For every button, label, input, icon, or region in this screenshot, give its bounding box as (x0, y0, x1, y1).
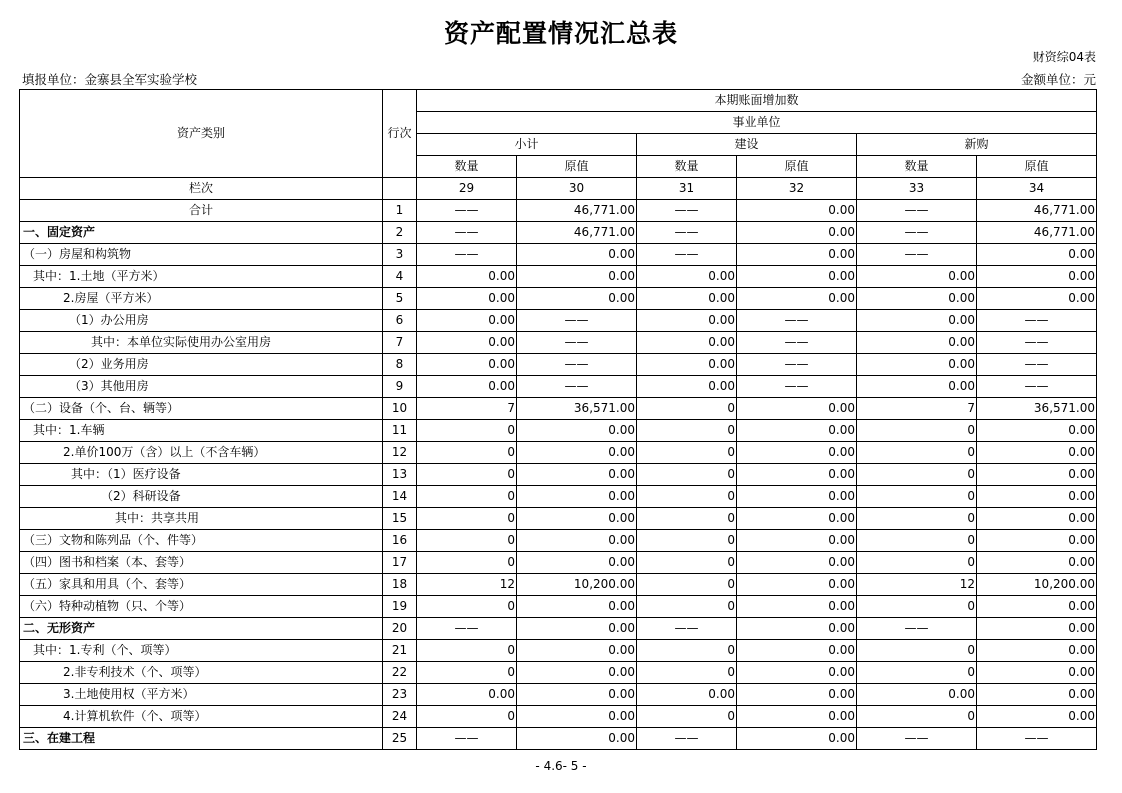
row-value: 0.00 (637, 376, 737, 398)
row-value: —— (417, 244, 517, 266)
header-category: 资产类别 (20, 90, 383, 178)
row-value: 0.00 (417, 288, 517, 310)
row-number: 7 (383, 332, 417, 354)
row-value: 0 (637, 464, 737, 486)
row-value: 0 (417, 464, 517, 486)
column-label-empty (383, 178, 417, 200)
row-value: 0.00 (977, 508, 1097, 530)
row-category: （3）其他用房 (20, 376, 383, 398)
row-value: 0.00 (977, 640, 1097, 662)
row-category: （2）科研设备 (20, 486, 383, 508)
row-category: 4.计算机软件（个、项等） (20, 706, 383, 728)
row-value: 0.00 (517, 596, 637, 618)
row-value: 0 (417, 420, 517, 442)
row-value: —— (417, 200, 517, 222)
header-row-no: 行次 (383, 90, 417, 178)
row-value: 0.00 (977, 464, 1097, 486)
row-value: 0.00 (737, 552, 857, 574)
row-number: 10 (383, 398, 417, 420)
table-row (20, 684, 1097, 706)
row-value: 0.00 (977, 530, 1097, 552)
row-number: 6 (383, 310, 417, 332)
row-value: 0.00 (517, 486, 637, 508)
row-value: 0 (417, 486, 517, 508)
row-value: 0.00 (857, 266, 977, 288)
row-value: —— (737, 332, 857, 354)
row-value: 36,571.00 (517, 398, 637, 420)
row-value: 0.00 (977, 618, 1097, 640)
row-value: 0.00 (977, 662, 1097, 684)
row-value: 0.00 (517, 464, 637, 486)
row-value: —— (517, 376, 637, 398)
row-value: —— (857, 244, 977, 266)
row-value: 0 (857, 706, 977, 728)
row-value: 0 (637, 552, 737, 574)
table-row (20, 662, 1097, 684)
row-value: 0.00 (737, 618, 857, 640)
page-title: 资产配置情况汇总表 (443, 19, 678, 48)
row-value: 0.00 (417, 684, 517, 706)
row-value: 0.00 (977, 596, 1097, 618)
table-row (20, 486, 1097, 508)
row-value: —— (417, 618, 517, 640)
table-row (20, 728, 1097, 750)
row-value: —— (637, 200, 737, 222)
row-value: 0.00 (517, 552, 637, 574)
row-value: 10,200.00 (977, 574, 1097, 596)
row-value: 0 (417, 596, 517, 618)
row-value: 0.00 (737, 266, 857, 288)
row-value: —— (737, 354, 857, 376)
row-category: （2）业务用房 (20, 354, 383, 376)
row-value: 0 (857, 552, 977, 574)
row-value: —— (637, 222, 737, 244)
row-value: 0.00 (517, 618, 637, 640)
row-value: 0.00 (737, 706, 857, 728)
row-value: 0.00 (737, 288, 857, 310)
header-increase: 本期账面增加数 (417, 90, 1097, 112)
row-number: 16 (383, 530, 417, 552)
row-value: 0 (637, 442, 737, 464)
row-number: 15 (383, 508, 417, 530)
row-value: 0 (637, 420, 737, 442)
table-row (20, 376, 1097, 398)
header-value: 原值 (517, 156, 637, 178)
row-value: 0.00 (417, 376, 517, 398)
row-value: 0.00 (737, 486, 857, 508)
row-number: 22 (383, 662, 417, 684)
table-row (20, 222, 1097, 244)
row-value: —— (857, 200, 977, 222)
row-value: 0.00 (517, 684, 637, 706)
row-value: 0.00 (977, 706, 1097, 728)
row-value: —— (857, 222, 977, 244)
header-value: 原值 (737, 156, 857, 178)
row-value: —— (637, 244, 737, 266)
row-value: 0.00 (417, 354, 517, 376)
row-value: 0 (857, 442, 977, 464)
row-value: 0 (857, 420, 977, 442)
row-value: 0.00 (977, 486, 1097, 508)
table-row (20, 508, 1097, 530)
row-category: （一）房屋和构筑物 (20, 244, 383, 266)
row-value: —— (977, 354, 1097, 376)
row-value: 0.00 (517, 244, 637, 266)
row-category: （二）设备（个、台、辆等） (20, 398, 383, 420)
table-row (20, 332, 1097, 354)
row-value: —— (517, 310, 637, 332)
table-row (20, 288, 1097, 310)
table-row (20, 552, 1097, 574)
row-value: —— (637, 618, 737, 640)
row-value: 0.00 (737, 640, 857, 662)
row-value: 0.00 (737, 244, 857, 266)
row-value: 0.00 (517, 706, 637, 728)
row-value: 0.00 (637, 354, 737, 376)
row-value: 0.00 (977, 684, 1097, 706)
row-value: —— (417, 222, 517, 244)
table-row (20, 596, 1097, 618)
row-number: 3 (383, 244, 417, 266)
row-category: （五）家具和用具（个、套等） (20, 574, 383, 596)
row-category: 合计 (20, 200, 383, 222)
row-value: 0 (417, 530, 517, 552)
row-category: 3.土地使用权（平方米） (20, 684, 383, 706)
row-value: 0.00 (517, 420, 637, 442)
row-value: 0.00 (517, 266, 637, 288)
row-value: —— (857, 728, 977, 750)
table-row (20, 574, 1097, 596)
row-number: 19 (383, 596, 417, 618)
row-value: —— (857, 618, 977, 640)
column-label: 栏次 (20, 178, 383, 200)
row-number: 12 (383, 442, 417, 464)
row-value: 0 (637, 706, 737, 728)
row-category: 2.房屋（平方米） (20, 288, 383, 310)
table-row (20, 618, 1097, 640)
row-value: 0.00 (977, 552, 1097, 574)
row-value: 0.00 (737, 728, 857, 750)
row-value: 0 (637, 662, 737, 684)
row-value: 0.00 (857, 354, 977, 376)
row-value: —— (977, 310, 1097, 332)
table-row (20, 442, 1097, 464)
row-number: 25 (383, 728, 417, 750)
row-category: 二、无形资产 (20, 618, 383, 640)
row-value: 0 (637, 574, 737, 596)
row-value: 7 (857, 398, 977, 420)
table-row (20, 640, 1097, 662)
row-value: 0.00 (417, 310, 517, 332)
row-value: 0.00 (857, 684, 977, 706)
row-category: 其中：1.专利（个、项等） (20, 640, 383, 662)
row-value: 0.00 (517, 508, 637, 530)
row-value: 0 (857, 464, 977, 486)
row-category: 其中：1.土地（平方米） (20, 266, 383, 288)
row-value: 0.00 (737, 200, 857, 222)
row-value: 46,771.00 (517, 222, 637, 244)
row-category: （三）文物和陈列品（个、件等） (20, 530, 383, 552)
row-value: 0.00 (977, 244, 1097, 266)
row-value: 0 (417, 508, 517, 530)
row-value: 0 (637, 640, 737, 662)
row-value: 0.00 (637, 332, 737, 354)
row-value: 0.00 (517, 288, 637, 310)
table-row (20, 310, 1097, 332)
row-value: 0.00 (857, 376, 977, 398)
row-category: 其中：（1）医疗设备 (20, 464, 383, 486)
form-number: 财资综04表 (1032, 50, 1096, 64)
header-qty: 数量 (637, 156, 737, 178)
header-institution: 事业单位 (417, 112, 1097, 134)
row-value: 0 (637, 508, 737, 530)
row-value: 0.00 (737, 222, 857, 244)
row-number: 5 (383, 288, 417, 310)
row-value: 0.00 (977, 442, 1097, 464)
row-category: 2.单价100万（含）以上（不含车辆） (20, 442, 383, 464)
row-category: 其中：1.车辆 (20, 420, 383, 442)
column-number: 33 (857, 178, 977, 200)
row-category: （1）办公用房 (20, 310, 383, 332)
row-number: 21 (383, 640, 417, 662)
row-value: 0.00 (517, 662, 637, 684)
table-row (20, 354, 1097, 376)
row-number: 23 (383, 684, 417, 706)
row-value: 0 (857, 508, 977, 530)
row-category: 其中：本单位实际使用办公室用房 (20, 332, 383, 354)
row-category: （四）图书和档案（本、套等） (20, 552, 383, 574)
row-value: —— (517, 354, 637, 376)
row-value: 0.00 (737, 508, 857, 530)
row-value: 0 (857, 662, 977, 684)
row-value: 0 (637, 596, 737, 618)
table-row (20, 200, 1097, 222)
row-value: 0.00 (857, 288, 977, 310)
row-number: 8 (383, 354, 417, 376)
table-row (20, 398, 1097, 420)
header-purchase: 新购 (857, 134, 1097, 156)
header-value: 原值 (977, 156, 1097, 178)
header-subtotal: 小计 (417, 134, 637, 156)
row-value: 0.00 (977, 288, 1097, 310)
row-value: 0.00 (737, 398, 857, 420)
table-row (20, 530, 1097, 552)
row-value: 12 (417, 574, 517, 596)
row-number: 1 (383, 200, 417, 222)
column-number: 31 (637, 178, 737, 200)
row-value: 0 (637, 530, 737, 552)
row-value: —— (737, 376, 857, 398)
row-value: 0 (417, 662, 517, 684)
page-number: - 4.6- 5 - (535, 759, 587, 773)
row-value: 0.00 (857, 332, 977, 354)
row-value: 0 (417, 640, 517, 662)
row-value: —— (977, 376, 1097, 398)
row-value: —— (517, 332, 637, 354)
row-value: 0.00 (417, 266, 517, 288)
row-value: 0.00 (737, 662, 857, 684)
row-value: 10,200.00 (517, 574, 637, 596)
asset-summary-table (19, 89, 1097, 750)
row-value: 0.00 (737, 596, 857, 618)
row-value: 0.00 (977, 266, 1097, 288)
header-qty: 数量 (857, 156, 977, 178)
row-value: 0.00 (637, 684, 737, 706)
row-value: 0.00 (637, 266, 737, 288)
row-value: 0.00 (517, 442, 637, 464)
row-value: —— (977, 332, 1097, 354)
reporting-unit: 填报单位：金寨县全军实验学校 (22, 72, 198, 87)
row-value: 0 (637, 398, 737, 420)
header-qty: 数量 (417, 156, 517, 178)
row-number: 13 (383, 464, 417, 486)
row-value: —— (637, 728, 737, 750)
row-category: 其中：共享共用 (20, 508, 383, 530)
row-value: 7 (417, 398, 517, 420)
row-value: 0.00 (637, 288, 737, 310)
header-build: 建设 (637, 134, 857, 156)
column-number: 29 (417, 178, 517, 200)
row-number: 14 (383, 486, 417, 508)
row-value: 46,771.00 (977, 222, 1097, 244)
column-number: 32 (737, 178, 857, 200)
row-value: 0.00 (737, 574, 857, 596)
row-value: 0 (857, 640, 977, 662)
row-number: 4 (383, 266, 417, 288)
row-number: 2 (383, 222, 417, 244)
row-number: 9 (383, 376, 417, 398)
row-category: （六）特种动植物（只、个等） (20, 596, 383, 618)
row-value: 0.00 (737, 530, 857, 552)
row-value: 0 (857, 486, 977, 508)
row-value: —— (977, 728, 1097, 750)
row-number: 18 (383, 574, 417, 596)
row-number: 11 (383, 420, 417, 442)
row-category: 一、固定资产 (20, 222, 383, 244)
row-value: 0 (637, 486, 737, 508)
row-value: 46,771.00 (977, 200, 1097, 222)
row-value: —— (737, 310, 857, 332)
row-value: 0 (857, 530, 977, 552)
row-category: 三、在建工程 (20, 728, 383, 750)
row-value: 0.00 (417, 332, 517, 354)
row-value: 0.00 (737, 684, 857, 706)
row-value: 0.00 (637, 310, 737, 332)
column-number: 30 (517, 178, 637, 200)
row-value: 0 (417, 442, 517, 464)
row-value: 46,771.00 (517, 200, 637, 222)
row-number: 17 (383, 552, 417, 574)
row-value: 0 (417, 706, 517, 728)
table-row (20, 244, 1097, 266)
row-value: 0.00 (517, 728, 637, 750)
row-value: 0.00 (977, 420, 1097, 442)
row-value: 0.00 (857, 310, 977, 332)
row-category: 2.非专利技术（个、项等） (20, 662, 383, 684)
row-number: 20 (383, 618, 417, 640)
row-value: 0.00 (517, 530, 637, 552)
row-value: 0.00 (517, 640, 637, 662)
table-row (20, 266, 1097, 288)
table-row (20, 706, 1097, 728)
column-number: 34 (977, 178, 1097, 200)
row-value: 0.00 (737, 464, 857, 486)
currency-unit: 金额单位：元 (1020, 72, 1096, 87)
row-value: 0 (857, 596, 977, 618)
table-row (20, 464, 1097, 486)
row-value: —— (417, 728, 517, 750)
row-number: 24 (383, 706, 417, 728)
row-value: 36,571.00 (977, 398, 1097, 420)
row-value: 12 (857, 574, 977, 596)
row-value: 0.00 (737, 420, 857, 442)
row-value: 0 (417, 552, 517, 574)
row-value: 0.00 (737, 442, 857, 464)
table-row (20, 420, 1097, 442)
